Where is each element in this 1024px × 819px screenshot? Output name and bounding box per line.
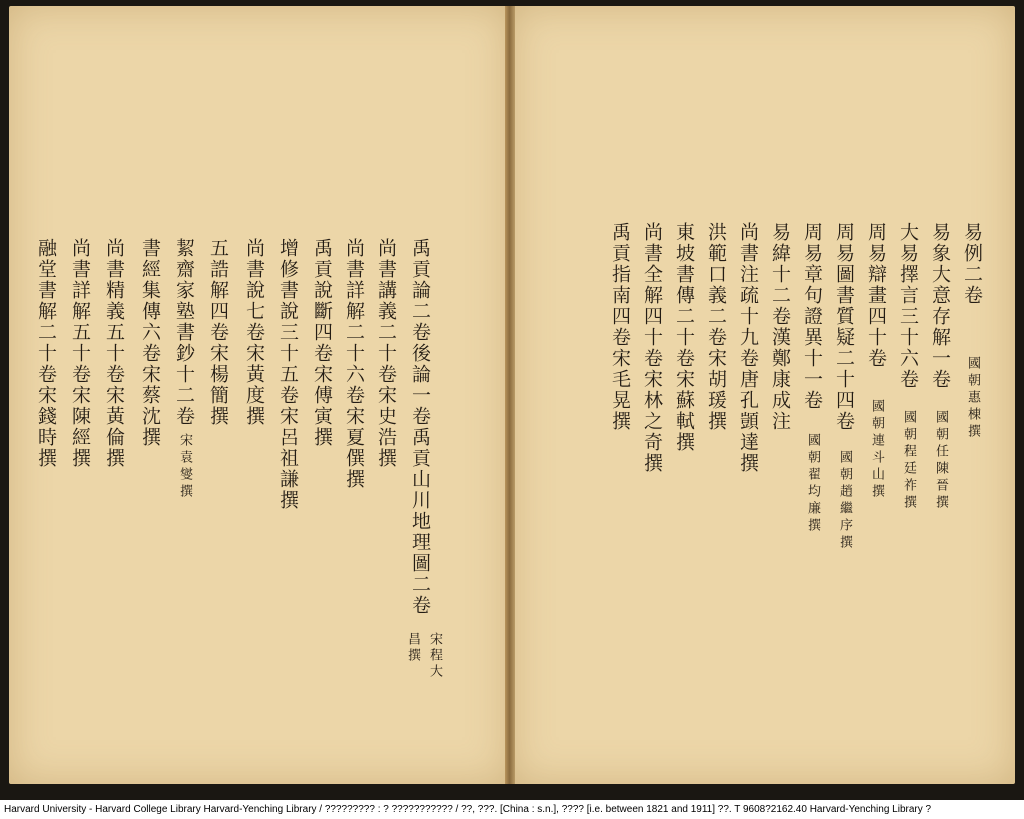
- left-col-5: [278, 238, 297, 511]
- author: 國朝連斗山撰: [869, 399, 884, 501]
- title: 尚書詳解五十卷宋陳經撰: [69, 238, 91, 469]
- left-col-9: [140, 238, 159, 448]
- library-citation-footer: Harvard University - Harvard College Library Harvard-Yenching Library / ????????? : ? ??????????? / ??, ???. [China : s.n.], ???? [i.e. between 1821 and 1911] ??. T 9608?2162.40 Harvard-Yenching Library ?: [0, 800, 1024, 819]
- left-col-12: [36, 238, 55, 469]
- left-col-2: [376, 238, 395, 469]
- title: 尚書注疏十九卷唐孔顗達撰: [737, 222, 759, 474]
- author: 國朝程廷祚撰: [901, 410, 916, 512]
- right-col-3: [898, 222, 917, 512]
- left-col-8: [174, 238, 193, 501]
- author: 國朝任陳晉撰: [933, 410, 948, 512]
- author: 宋袁燮撰: [177, 433, 192, 501]
- title: 東坡書傳二十卷宋蘇軾撰: [673, 222, 695, 453]
- title: 尚書精義五十卷宋黃倫撰: [103, 238, 125, 469]
- left-col-7: [208, 238, 227, 427]
- title: 書經集傳六卷宋蔡沈撰: [139, 238, 161, 448]
- left-col-3: [344, 238, 363, 490]
- author: 國朝翟均廉撰: [805, 433, 820, 535]
- title: 融堂書解二十卷宋錢時撰: [35, 238, 57, 469]
- title: 易緯十二卷漢鄭康成注: [769, 222, 791, 432]
- right-col-7: [770, 222, 789, 432]
- right-col-12: [610, 222, 629, 432]
- right-col-9: [706, 222, 725, 432]
- right-col-5: [834, 222, 853, 552]
- right-col-11: [642, 222, 661, 474]
- left-col-11: [70, 238, 89, 469]
- title: 易例二卷: [961, 222, 983, 306]
- author: 國朝趙繼序撰: [837, 450, 852, 552]
- title: 禹貢論二卷後論一卷禹貢山川地理圖二卷: [409, 238, 431, 616]
- left-col-4: [312, 238, 331, 448]
- left-col-6: [244, 238, 263, 427]
- title: 易象大意存解一卷: [929, 222, 951, 390]
- title: 周易圖書質疑二十四卷: [833, 222, 855, 432]
- left-col-1-note-right: 宋程大: [427, 632, 442, 680]
- title: 禹貢指南四卷宋毛晃撰: [609, 222, 631, 432]
- book-gutter: [505, 6, 515, 784]
- left-col-1-note-left: 昌撰: [405, 632, 420, 664]
- title: 增修書說三十五卷宋呂祖謙撰: [277, 238, 299, 511]
- title: 尚書講義二十卷宋史浩撰: [375, 238, 397, 469]
- author: 國朝惠棟撰: [965, 356, 980, 441]
- title: 尚書全解四十卷宋林之奇撰: [641, 222, 663, 474]
- right-col-6: [802, 222, 821, 535]
- right-col-1: [962, 222, 981, 441]
- right-col-4: [866, 222, 885, 501]
- title: 洪範口義二卷宋胡瑗撰: [705, 222, 727, 432]
- title: 五誥解四卷宋楊簡撰: [207, 238, 229, 427]
- title: 尚書詳解二十六卷宋夏僎撰: [343, 238, 365, 490]
- left-col-10: [104, 238, 123, 469]
- title: 周易辯畫四十卷: [865, 222, 887, 369]
- title: 大易擇言三十六卷: [897, 222, 919, 390]
- title: 尚書說七卷宋黃度撰: [243, 238, 265, 427]
- title: 周易章句證異十一卷: [801, 222, 823, 411]
- right-col-8: [738, 222, 757, 474]
- title: 禹貢說斷四卷宋傅寅撰: [311, 238, 333, 448]
- right-col-2: [930, 222, 949, 512]
- title: 絜齋家塾書鈔十二卷: [173, 238, 195, 427]
- right-col-10: [674, 222, 693, 453]
- left-col-1: [410, 238, 429, 616]
